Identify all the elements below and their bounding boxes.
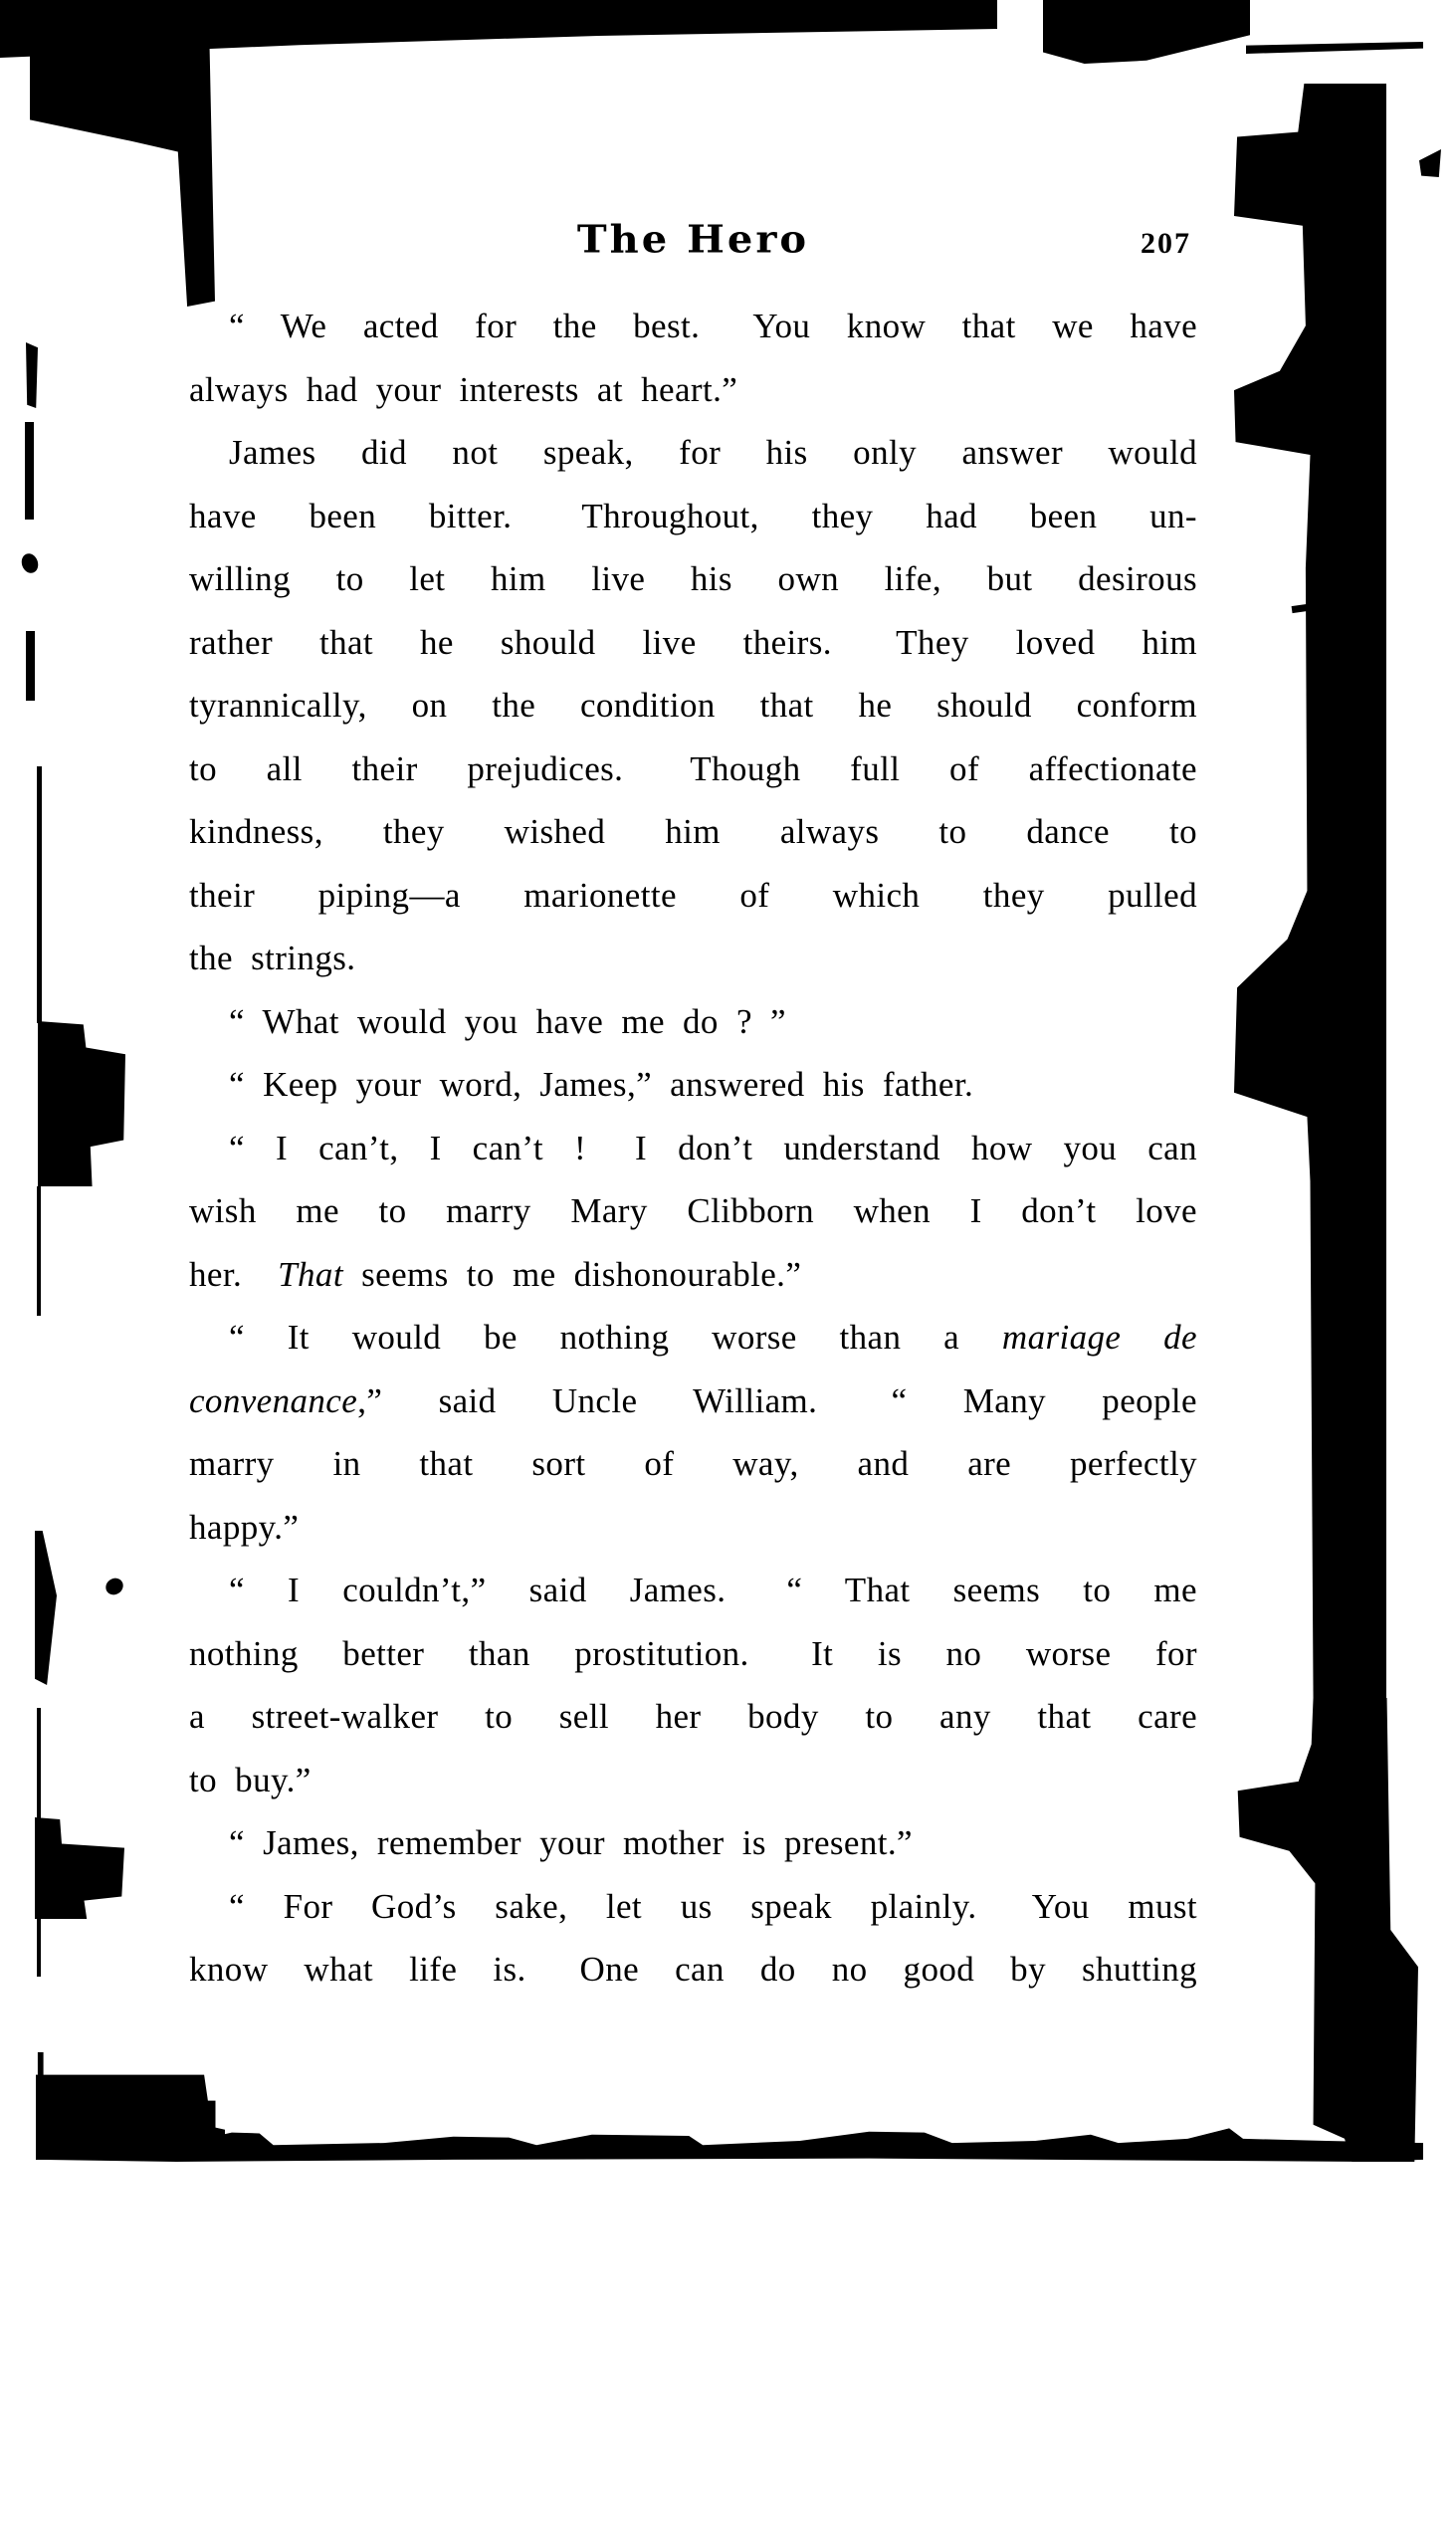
text-line — [189, 674, 1197, 738]
text-line — [189, 1432, 1197, 1496]
text-segment: “ I couldn’t,” said James. “ That seems to me — [229, 1571, 1197, 1609]
text-line — [189, 990, 1197, 1054]
text-segment: “ It would be nothing worse than a — [229, 1318, 1002, 1357]
text-segment: “ We acted for the best. You know that we have — [229, 307, 1197, 345]
page-title: The Hero — [576, 217, 810, 262]
scan-artifact-top-right-tick — [1419, 149, 1441, 177]
text-segment: “ Keep your word, James,” answered his father. — [229, 1065, 974, 1104]
text-segment: kindness, they wished him always to dance to — [189, 812, 1197, 851]
scan-artifact-left-dot — [19, 551, 41, 575]
text-line — [189, 738, 1197, 801]
scan-artifact-bottom-bar — [38, 2120, 1423, 2162]
text-segment: seems to me dishonourable.” — [342, 1254, 802, 1294]
scan-artifact-left-mid-blob — [38, 1021, 125, 1186]
scan-artifact-mid-right-dash — [1292, 604, 1309, 613]
text-segment: “ James, remember your mother is present.” — [229, 1823, 913, 1862]
scan-artifact-top-bar-right — [1043, 0, 1250, 64]
text-segment: James did not speak, for his only answer would — [229, 433, 1197, 472]
text-line — [189, 485, 1197, 548]
text-segment: always had your interests at heart.” — [189, 369, 738, 409]
text-segment: nothing better than prostitution. It is no worse for — [189, 1633, 1197, 1673]
italic-text: That — [278, 1254, 343, 1294]
scan-artifact-left-top-blob — [30, 40, 215, 307]
text-line — [189, 1811, 1197, 1875]
text-line — [189, 611, 1197, 675]
text-segment: “ For God’s sake, let us speak plainly. You must — [229, 1886, 1197, 1926]
italic-text: convenance — [189, 1380, 358, 1420]
text-line — [189, 1496, 1197, 1560]
text-line — [189, 547, 1197, 611]
scan-artifact-right-band — [1234, 84, 1386, 1698]
text-segment: a street-walker to sell her body to any that care — [189, 1697, 1197, 1736]
text-line — [189, 1749, 1197, 1812]
text-line — [189, 1938, 1197, 2002]
scan-artifact-left-bottom-blob — [35, 1817, 124, 1919]
scan-artifact-left-line-a — [37, 766, 42, 1023]
text-segment: happy.” — [189, 1507, 300, 1547]
text-segment: the strings. — [189, 939, 356, 977]
text-segment: their piping—a marionette of which they pulled — [189, 875, 1197, 915]
italic-text: mariage de — [1001, 1318, 1197, 1357]
scan-artifact-left-wedge — [35, 1531, 57, 1685]
scan-artifact-left-dash-1 — [26, 342, 38, 408]
text-line — [189, 1685, 1197, 1749]
text-segment: know what life is. One can do no good by shutting — [189, 1950, 1197, 1989]
text-line — [189, 421, 1197, 485]
text-line — [189, 358, 1197, 422]
text-line — [189, 1370, 1197, 1433]
text-segment: ,” said Uncle William. “ Many people — [357, 1380, 1197, 1420]
text-segment: “ What would you have me do ? ” — [229, 1001, 786, 1041]
text-segment: marry in that sort of way, and are perfectly — [189, 1444, 1197, 1483]
text-line — [189, 1243, 1197, 1307]
text-line — [189, 1875, 1197, 1939]
text-segment: “ I can’t, I can’t ! I don’t understand how you can — [229, 1128, 1197, 1167]
text-line — [189, 864, 1197, 928]
text-segment: willing to let him live his own life, but desirous — [189, 559, 1197, 598]
scan-artifact-top-streak — [1246, 42, 1423, 54]
text-line — [189, 1306, 1197, 1370]
scan-artifact-margin-comma — [103, 1575, 126, 1597]
running-head — [189, 217, 1197, 267]
text-line — [189, 1179, 1197, 1243]
scan-artifact-right-band-lower — [1234, 1698, 1418, 2162]
text-line — [189, 927, 1197, 990]
scan-artifact-left-dash-2 — [25, 422, 34, 520]
scan-artifact-left-dash-3 — [26, 631, 35, 701]
page-number: 207 — [1141, 227, 1191, 260]
scan-artifact-left-line-b — [37, 1186, 41, 1316]
text-segment: have been bitter. Throughout, they had been un- — [189, 496, 1197, 535]
text-segment: her. — [189, 1254, 279, 1294]
text-line — [189, 1559, 1197, 1622]
text-line — [189, 1117, 1197, 1180]
text-line — [189, 800, 1197, 864]
text-line — [189, 295, 1197, 358]
text-line — [189, 1053, 1197, 1117]
text-segment: to buy.” — [189, 1760, 312, 1799]
text-segment: tyrannically, on the condition that he should conform — [189, 686, 1197, 725]
text-segment: wish me to marry Mary Clibborn when I don’t love — [189, 1191, 1197, 1230]
text-lines — [189, 295, 1197, 2002]
text-segment: rather that he should live theirs. They loved him — [189, 622, 1197, 662]
text-segment: to all their prejudices. Though full of affectionate — [189, 748, 1197, 788]
text-line — [189, 1622, 1197, 1686]
